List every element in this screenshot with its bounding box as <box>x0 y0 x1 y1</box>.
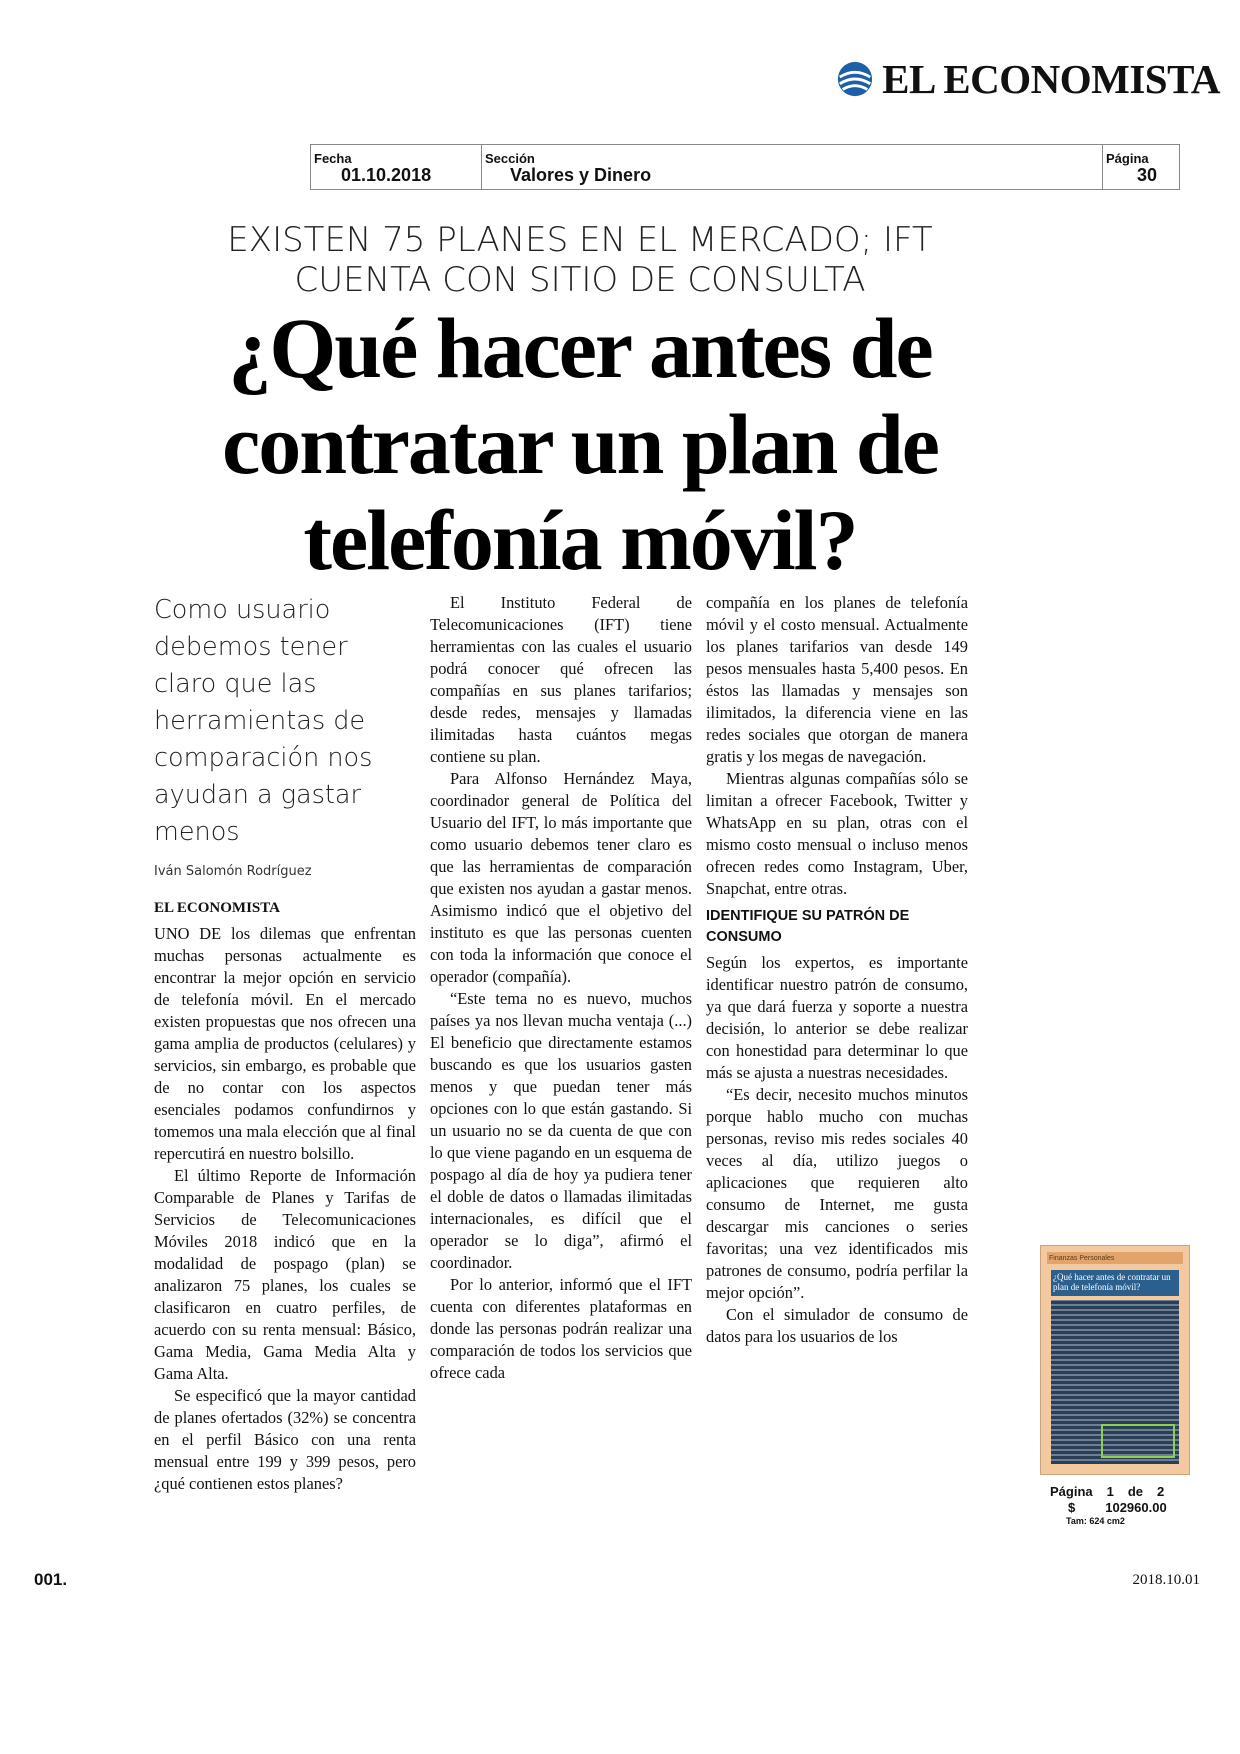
page-info-num: 1 <box>1106 1484 1114 1499</box>
page-thumbnail <box>1040 1245 1190 1475</box>
paragraph: compañía en los planes de telefonía móvil y el costo mensual. Actualmente los planes tarifarios van desde 149 pesos mensuales hasta 5,400 pesos. En éstos las llamadas y mensajes son ilimitados, la diferencia viene en las redes sociales que otorgan de manera gratis y los megas de navegación. <box>706 593 968 766</box>
thumbnail-section: Finanzas Personales <box>1049 1255 1115 1262</box>
page-count <box>1050 1484 1180 1500</box>
paragraph: “Es decir, necesito muchos minutos porque hablo mucho con muchas personas, reviso mis redes sociales 40 veces al día, utilizo juegos o aplicaciones que requieren alto consumo de Internet, me gusta descargar mis canciones o series favoritas; una vez identificados mis patrones de consumo, podría perfilar la mejor opción”. <box>706 1085 968 1302</box>
page-info-de: de <box>1127 1484 1144 1499</box>
section-cell <box>482 145 1103 189</box>
footer-date: 2018.10.01 <box>1132 1572 1200 1588</box>
paragraph: Se especificó que la mayor cantidad de planes ofertados (32%) se concentra en el perfil Básico con una renta mensual entre 199 y 399 pesos, pero ¿qué contienen estos planes? <box>154 1386 416 1493</box>
column-1 <box>154 592 416 1495</box>
paragraph: Mientras algunas compañías sólo se limitan a ofrecer Facebook, Twitter y WhatsApp en su plan, otras con el mismo costo mensual o incluso menos ofrecen redes como Instagram, Uber, Snapchat, entre otras. <box>706 769 968 898</box>
thumbnail-highlight-box <box>1101 1424 1175 1458</box>
ad-value <box>1050 1500 1180 1516</box>
section-value: Valores y Dinero <box>510 165 652 185</box>
paragraph: El último Reporte de Información Comparable de Planes y Tarifas de Servicios de Telecomunicaciones Móviles 2018 indicó que en la modalidad de pospago (plan) se analizaron 75 planes, los cuales se clasificaron en cuatro perfiles, de acuerdo con su renta mensual: Básico, Gama Media, Gama Media Alta y Gama Alta. <box>154 1166 416 1383</box>
paragraph: Por lo anterior, informó que el IFT cuenta con diferentes plataformas en donde las personas podrán realizar una comparación de todos los servicios que ofrece cada <box>430 1275 692 1382</box>
page-value: 30 <box>1137 165 1158 185</box>
publication-logo <box>836 55 1220 103</box>
thumbnail-title: ¿Qué hacer antes de contratar un plan de telefonía móvil? <box>1053 1272 1171 1292</box>
page-label: Página <box>1106 151 1149 166</box>
headline: ¿Qué hacer antes de contratar un plan de telefonía móvil? <box>222 300 938 588</box>
globe-logo-icon <box>836 60 874 98</box>
size-info: Tam: 624 cm2 <box>1066 1516 1125 1526</box>
page-cell <box>1103 145 1179 189</box>
footer-index: 001. <box>34 1570 68 1589</box>
currency-symbol: $ <box>1068 1500 1076 1515</box>
page-info-total: 2 <box>1157 1484 1165 1499</box>
paragraph: Para Alfonso Hernández Maya, coordinador general de Política del Usuario del IFT, lo más importante que como usuario debemos tener claro es que las herramientas de comparación que existen nos ayudan a gastar menos. Asimismo indicó que el objetivo del instituto es que las personas cuenten con toda la información que conoce el operador (compañía). <box>430 769 692 986</box>
date-cell <box>311 145 482 189</box>
outlet-credit: EL ECONOMISTA <box>154 900 280 916</box>
kicker: EXISTEN 75 PLANES EN EL MERCADO; IFT CUENTA CON SITIO DE CONSULTA <box>227 220 933 300</box>
paragraph: Según los expertos, es importante identificar nuestro patrón de consumo, ya que dará fuerza y soporte a nuestra decisión, lo anterior se debe realizar con honestidad para determinar lo que más se ajusta a nuestras necesidades. <box>706 953 968 1082</box>
subheading: IDENTIFIQUE SU PATRÓN DE CONSUMO <box>706 908 910 945</box>
page-info-label: Página <box>1050 1484 1093 1499</box>
metadata-table <box>310 144 1180 190</box>
paragraph: UNO DE los dilemas que enfrentan muchas personas actualmente es encontrar la mejor opción en servicio de telefonía móvil. En el mercado existen propuestas que nos ofrecen una gama amplia de productos (celulares) y servicios, sin embargo, es probable que de no contar con los aspectos esenciales podamos confundirnos y tomemos una mala elección que al final repercutirá en nuestro bolsillo. <box>154 924 416 1163</box>
date-label: Fecha <box>314 151 352 166</box>
section-label: Sección <box>485 151 535 166</box>
amount: 102960.00 <box>1105 1500 1167 1515</box>
publication-name: EL ECONOMISTA <box>882 56 1220 102</box>
deck: Como usuario debemos tener claro que las herramientas de comparación nos ayudan a gastar menos <box>154 595 373 847</box>
date-value: 01.10.2018 <box>341 165 432 185</box>
column-3 <box>706 592 968 1348</box>
paragraph: “Este tema no es nuevo, muchos países ya nos llevan mucha ventaja (...) El beneficio que directamente estamos buscando es que los usuarios gasten menos y que puedan tener más opciones con lo que están gastando. Si un usuario no se da cuenta de que con lo que viene pagando en un esquema de pospago al día de hoy ya pudiera tener el doble de datos o llamadas ilimitadas internacionales, es difícil que el operador se lo diga”, afirmó el coordinador. <box>430 989 692 1272</box>
page-info <box>1050 1484 1180 1526</box>
byline: Iván Salomón Rodríguez <box>154 864 312 879</box>
paragraph: Con el simulador de consumo de datos para los usuarios de los <box>706 1305 968 1346</box>
column-2 <box>430 592 692 1384</box>
paragraph: El Instituto Federal de Telecomunicaciones (IFT) tiene herramientas con las cuales el usuario podrá conocer qué ofrecen las compañías en sus planes tarifarios; desde redes, mensajes y llamadas ilimitadas hasta cuántos megas contiene su plan. <box>430 593 692 766</box>
